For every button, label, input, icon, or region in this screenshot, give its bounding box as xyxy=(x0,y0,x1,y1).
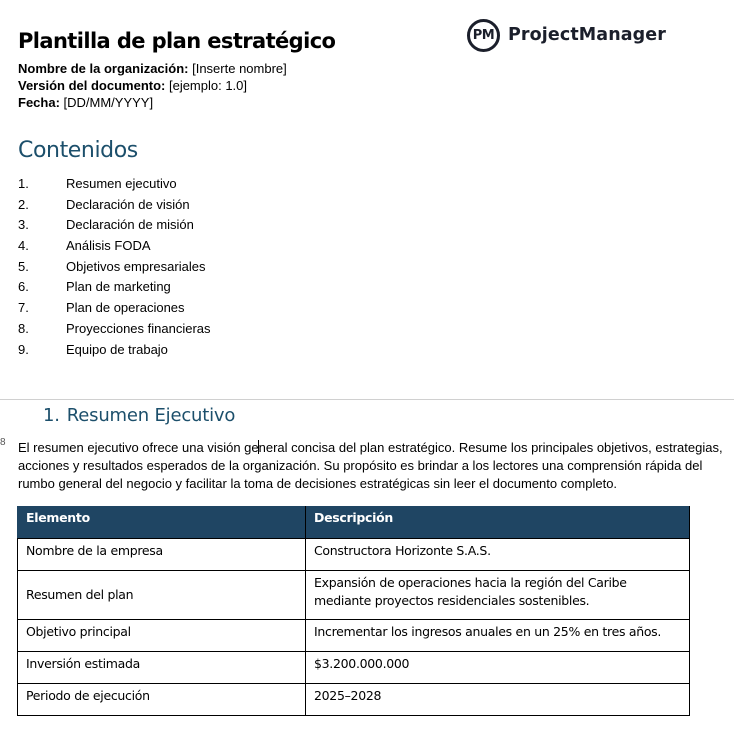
meta-label: Nombre de la organización: xyxy=(18,61,189,76)
section-heading-resumen-ejecutivo xyxy=(43,405,235,426)
column-header-descripcion: Descripción xyxy=(306,507,690,539)
table-cell-label[interactable]: Objetivo principal xyxy=(18,620,306,652)
toc-number: 6. xyxy=(18,279,29,295)
toc-item[interactable] xyxy=(18,277,211,298)
toc-label: Plan de operaciones xyxy=(66,300,185,316)
toc-item[interactable] xyxy=(18,319,211,340)
document-title: Plantilla de plan estratégico xyxy=(18,29,336,53)
table-cell-label[interactable]: Periodo de ejecución xyxy=(18,684,306,716)
table-header-row xyxy=(18,507,690,539)
column-header-elemento: Elemento xyxy=(18,507,306,539)
table-row xyxy=(18,684,690,716)
toc-item[interactable] xyxy=(18,174,211,195)
toc-label: Declaración de visión xyxy=(66,196,190,212)
toc-number: 4. xyxy=(18,238,29,254)
pm-logo-icon: PM xyxy=(467,19,500,52)
table-cell-label[interactable]: Inversión estimada xyxy=(18,652,306,684)
meta-value: [DD/MM/YYYY] xyxy=(59,95,154,110)
logo-text: ProjectManager xyxy=(508,25,667,45)
toc-label: Declaración de misión xyxy=(66,217,194,233)
executive-summary-paragraph[interactable] xyxy=(18,439,734,493)
table-row xyxy=(18,539,690,571)
toc-label: Proyecciones financieras xyxy=(66,320,211,336)
paragraph-mark: 8 xyxy=(0,437,6,448)
table-row xyxy=(18,620,690,652)
meta-value: [ejemplo: 1.0] xyxy=(165,78,248,93)
toc-number: 1. xyxy=(18,176,29,191)
toc-number: 9. xyxy=(18,341,29,357)
meta-date xyxy=(18,94,153,111)
table-cell-value[interactable]: Constructora Horizonte S.A.S. xyxy=(306,539,690,571)
contents-heading: Contenidos xyxy=(18,138,138,163)
toc-number: 2. xyxy=(18,196,29,212)
toc-number: 8. xyxy=(18,320,29,336)
meta-version xyxy=(18,77,247,94)
table-cell-value[interactable]: Expansión de operaciones hacia la región del Caribe mediante proyectos residenciales sostenibles. xyxy=(306,571,690,620)
toc-item[interactable] xyxy=(18,195,211,216)
toc-label: Análisis FODA xyxy=(66,238,151,254)
toc-label: Resumen ejecutivo xyxy=(66,176,177,191)
toc-label: Plan de marketing xyxy=(66,279,171,295)
meta-value: [Inserte nombre] xyxy=(188,61,287,76)
section-title: Resumen Ejecutivo xyxy=(66,405,236,426)
table-cell-label[interactable]: Nombre de la empresa xyxy=(18,539,306,571)
table-of-contents xyxy=(18,174,211,360)
meta-label: Fecha: xyxy=(18,95,60,110)
paragraph-text: neral concisa del plan estratégico. Resume los principales objetivos, estrategias, acciones y resultados esperados de la organización. Su propósito es brindar a los lectores una comprensión rápida del rumbo general del negocio y facilitar la toma de decisiones estratégicas sin leer el documento completo. xyxy=(18,440,723,491)
section-number: 1. xyxy=(43,405,60,426)
table-cell-value[interactable]: $3.200.000.000 xyxy=(306,652,690,684)
projectmanager-logo xyxy=(467,15,666,55)
paragraph-text: El resumen ejecutivo ofrece una visión ge xyxy=(18,440,259,455)
table-cell-value[interactable]: Incrementar los ingresos anuales en un 25% en tres años. xyxy=(306,620,690,652)
table-cell-label[interactable]: Resumen del plan xyxy=(18,571,306,620)
meta-organization xyxy=(18,60,287,77)
table-row xyxy=(18,652,690,684)
toc-item[interactable] xyxy=(18,215,211,236)
toc-item[interactable] xyxy=(18,340,211,361)
toc-number: 7. xyxy=(18,300,29,316)
toc-number: 3. xyxy=(18,217,29,233)
toc-item[interactable] xyxy=(18,257,211,278)
toc-label: Objetivos empresariales xyxy=(66,258,206,274)
page-divider xyxy=(0,399,734,400)
toc-label: Equipo de trabajo xyxy=(66,341,168,357)
toc-item[interactable] xyxy=(18,236,211,257)
toc-number: 5. xyxy=(18,258,29,274)
table-cell-value[interactable]: 2025–2028 xyxy=(306,684,690,716)
toc-item[interactable] xyxy=(18,298,211,319)
table-row xyxy=(18,571,690,620)
summary-table xyxy=(17,506,690,716)
meta-label: Versión del documento: xyxy=(18,78,166,93)
